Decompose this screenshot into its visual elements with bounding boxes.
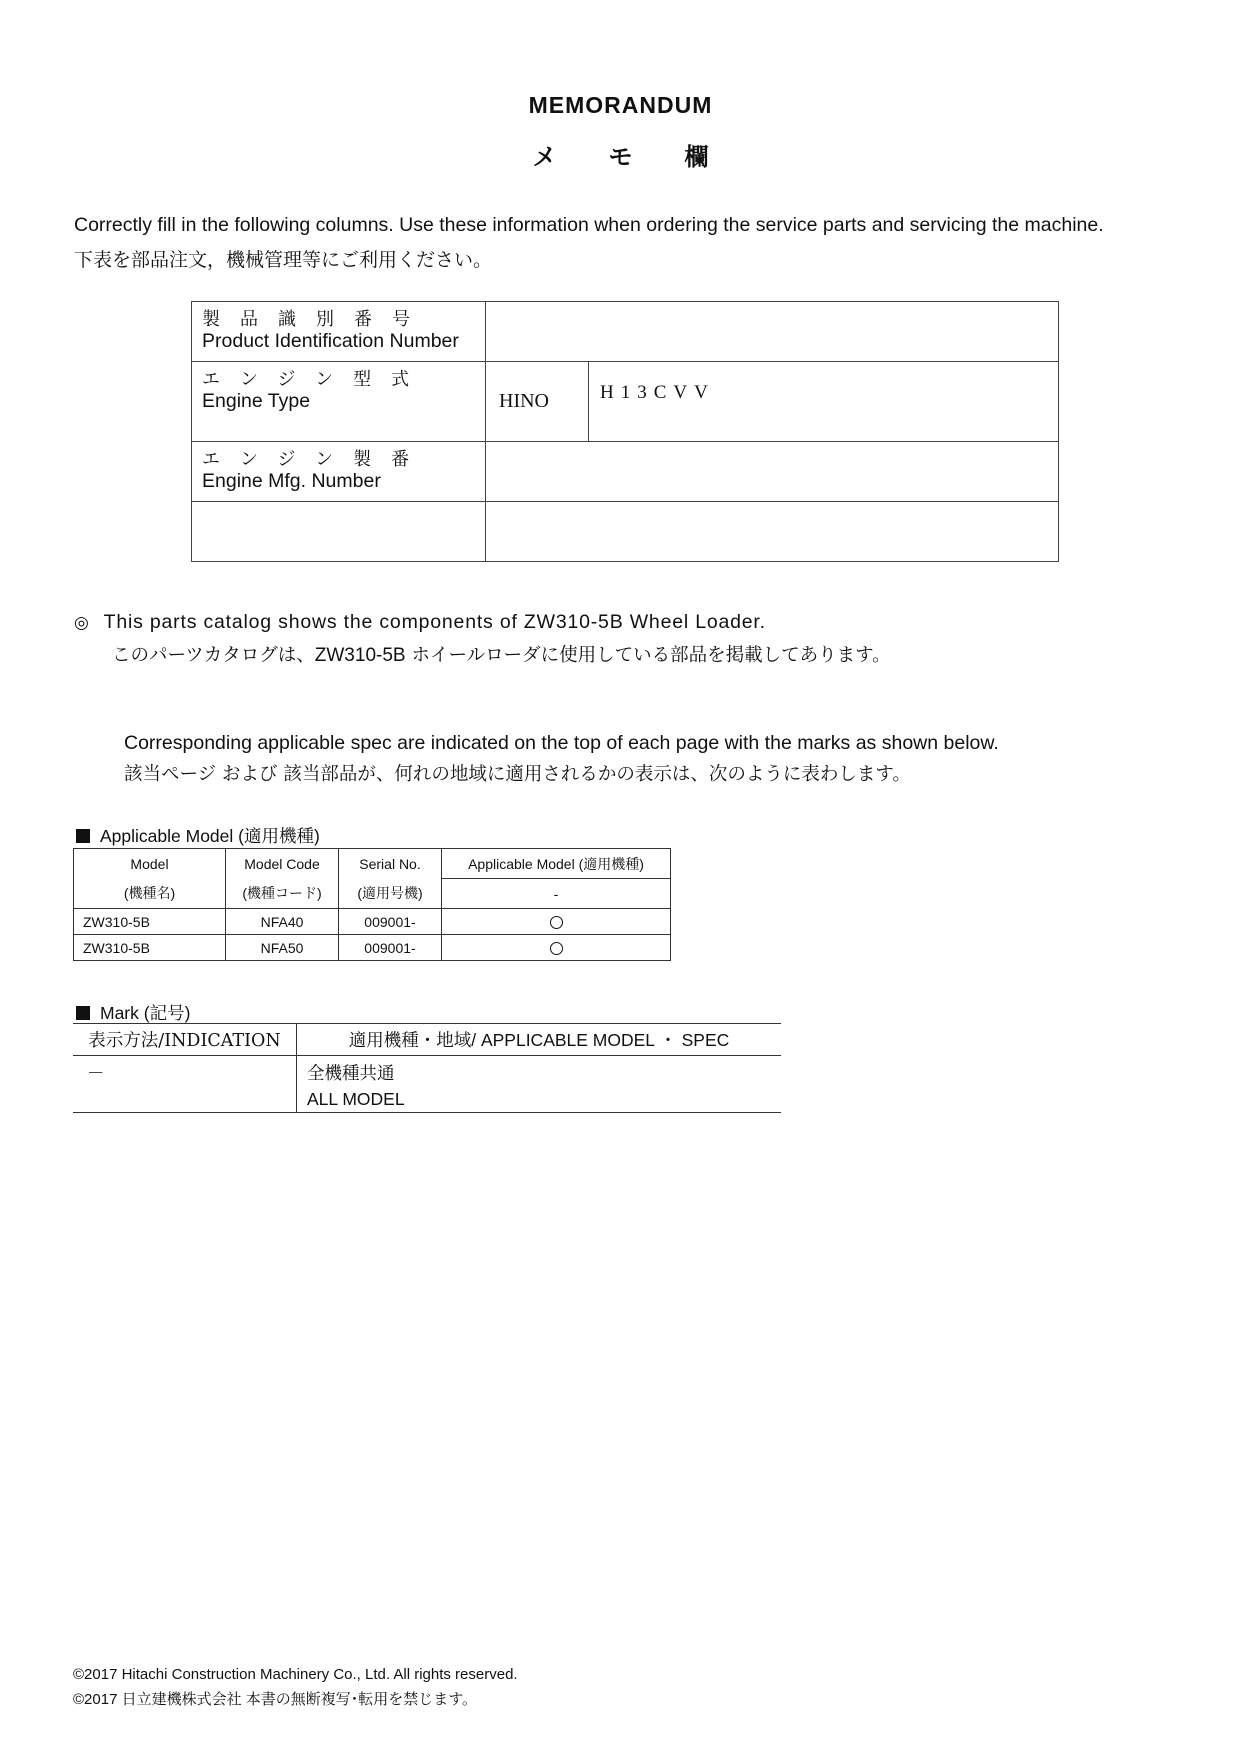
- col-header-serial-jp: (適用号機): [339, 879, 442, 909]
- product-id-label-jp: 製品識別番号: [202, 309, 430, 330]
- circle-icon: [550, 942, 563, 955]
- footer-copyright-jp: ©2017 日立建機株式会社 本書の無断複写･転用を禁じます。: [73, 1691, 478, 1708]
- catalog-note-en: [74, 611, 766, 634]
- mark-col-indication-text: 表示方法/INDICATION: [88, 1031, 281, 1051]
- mark-description: [297, 1056, 782, 1113]
- cell-serial: 009001-: [339, 935, 442, 961]
- subtitle-char: モ: [608, 144, 633, 171]
- table-header-row: [74, 879, 671, 909]
- mark-col-applicable-jp: 適用機種・地域: [348, 1031, 472, 1051]
- catalog-note-jp-post: ホイールローダに使用している部品を掲載してあります。: [405, 645, 891, 666]
- catalog-note-jp-model: ZW310-5B: [314, 645, 406, 666]
- footer-copyright-en: ©2017 Hitachi Construction Machinery Co., Ltd. All rights reserved.: [73, 1666, 518, 1683]
- cell-serial: 009001-: [339, 909, 442, 935]
- square-bullet-icon: [76, 829, 90, 843]
- product-id-label-cell: [192, 302, 486, 362]
- cell-model-code: NFA40: [226, 909, 339, 935]
- mark-heading: [76, 1000, 190, 1025]
- table-row: [74, 935, 671, 961]
- spec-note-jp: 該当ページ および 該当部品が、何れの地域に適用されるかの表示は、次のように表わします。: [124, 764, 911, 785]
- mark-table-header: [73, 1024, 781, 1056]
- mark-description-jp: 全機種共通: [307, 1064, 395, 1084]
- blank-row: [192, 502, 1059, 562]
- product-id-value-field[interactable]: [486, 302, 1059, 362]
- col-header-applicable: Applicable Model (適用機種): [442, 849, 671, 879]
- circle-icon: [550, 916, 563, 929]
- square-bullet-icon: [76, 1006, 90, 1020]
- mark-col-applicable: [297, 1024, 782, 1056]
- col-header-serial: Serial No.: [339, 849, 442, 879]
- identification-table: [191, 301, 1059, 562]
- intro-text-en: Correctly fill in the following columns. Use these information when ordering the service parts and servicing the machine.: [74, 214, 1104, 236]
- table-row: [74, 909, 671, 935]
- page-title: MEMORANDUM: [528, 92, 713, 118]
- mark-description-en: ALL MODEL: [307, 1089, 405, 1109]
- cell-model: ZW310-5B: [74, 909, 226, 935]
- engine-type-label-jp: エンジン型式: [202, 369, 430, 390]
- cell-model-code: NFA50: [226, 935, 339, 961]
- applicable-model-heading-text: Applicable Model (適用機種): [100, 826, 320, 846]
- engine-manufacturer: HINO: [486, 362, 589, 442]
- catalog-note-jp-pre: このパーツカタログは、: [112, 645, 315, 666]
- engine-mfg-label-jp: エンジン製番: [202, 449, 430, 470]
- subtitle-char: メ: [532, 144, 557, 171]
- engine-type-label-cell: [192, 362, 486, 442]
- mark-heading-text: Mark (記号): [100, 1003, 191, 1023]
- applicable-model-heading: [76, 823, 320, 848]
- double-circle-icon: ◎: [74, 613, 90, 633]
- product-id-row: [192, 302, 1059, 362]
- mark-col-applicable-en: / APPLICABLE MODEL ・ SPEC: [471, 1030, 730, 1050]
- engine-mfg-label-cell: [192, 442, 486, 502]
- intro-text-jp: 下表を部品注文，機械管理等にご利用ください。: [74, 249, 493, 271]
- product-id-label-en: Product Identification Number: [202, 330, 459, 352]
- blank-label-field[interactable]: [192, 502, 486, 562]
- col-header-model: Model: [74, 849, 226, 879]
- mark-symbol: －: [73, 1056, 297, 1113]
- catalog-note-jp: [112, 641, 891, 667]
- subtitle-char: 欄: [684, 144, 709, 171]
- col-header-model-jp: (機種名): [74, 879, 226, 909]
- col-header-model-code: Model Code: [226, 849, 339, 879]
- cell-applicable: [442, 935, 671, 961]
- engine-type-label-en: Engine Type: [202, 390, 311, 412]
- cell-applicable: [442, 909, 671, 935]
- engine-mfg-label-en: Engine Mfg. Number: [202, 470, 381, 492]
- mark-table: [73, 1023, 781, 1113]
- table-row: [73, 1056, 781, 1113]
- applicable-model-table: [73, 848, 671, 961]
- page-subtitle-jp: [0, 137, 1241, 172]
- engine-type-row: [192, 362, 1059, 442]
- engine-mfg-row: [192, 442, 1059, 502]
- spec-note-en: Corresponding applicable spec are indicated on the top of each page with the marks as shown below.: [124, 732, 999, 754]
- blank-value-field[interactable]: [486, 502, 1059, 562]
- engine-mfg-value-field[interactable]: [486, 442, 1059, 502]
- table-header-row: [74, 849, 671, 879]
- col-header-model-code-jp: (機種コード): [226, 879, 339, 909]
- cell-model: ZW310-5B: [74, 935, 226, 961]
- engine-model: H13CVV: [589, 362, 1059, 442]
- col-header-applicable-sub: -: [442, 879, 671, 909]
- mark-col-indication: [73, 1024, 297, 1056]
- catalog-note-en-text: This parts catalog shows the components of ZW310-5B Wheel Loader.: [103, 611, 766, 633]
